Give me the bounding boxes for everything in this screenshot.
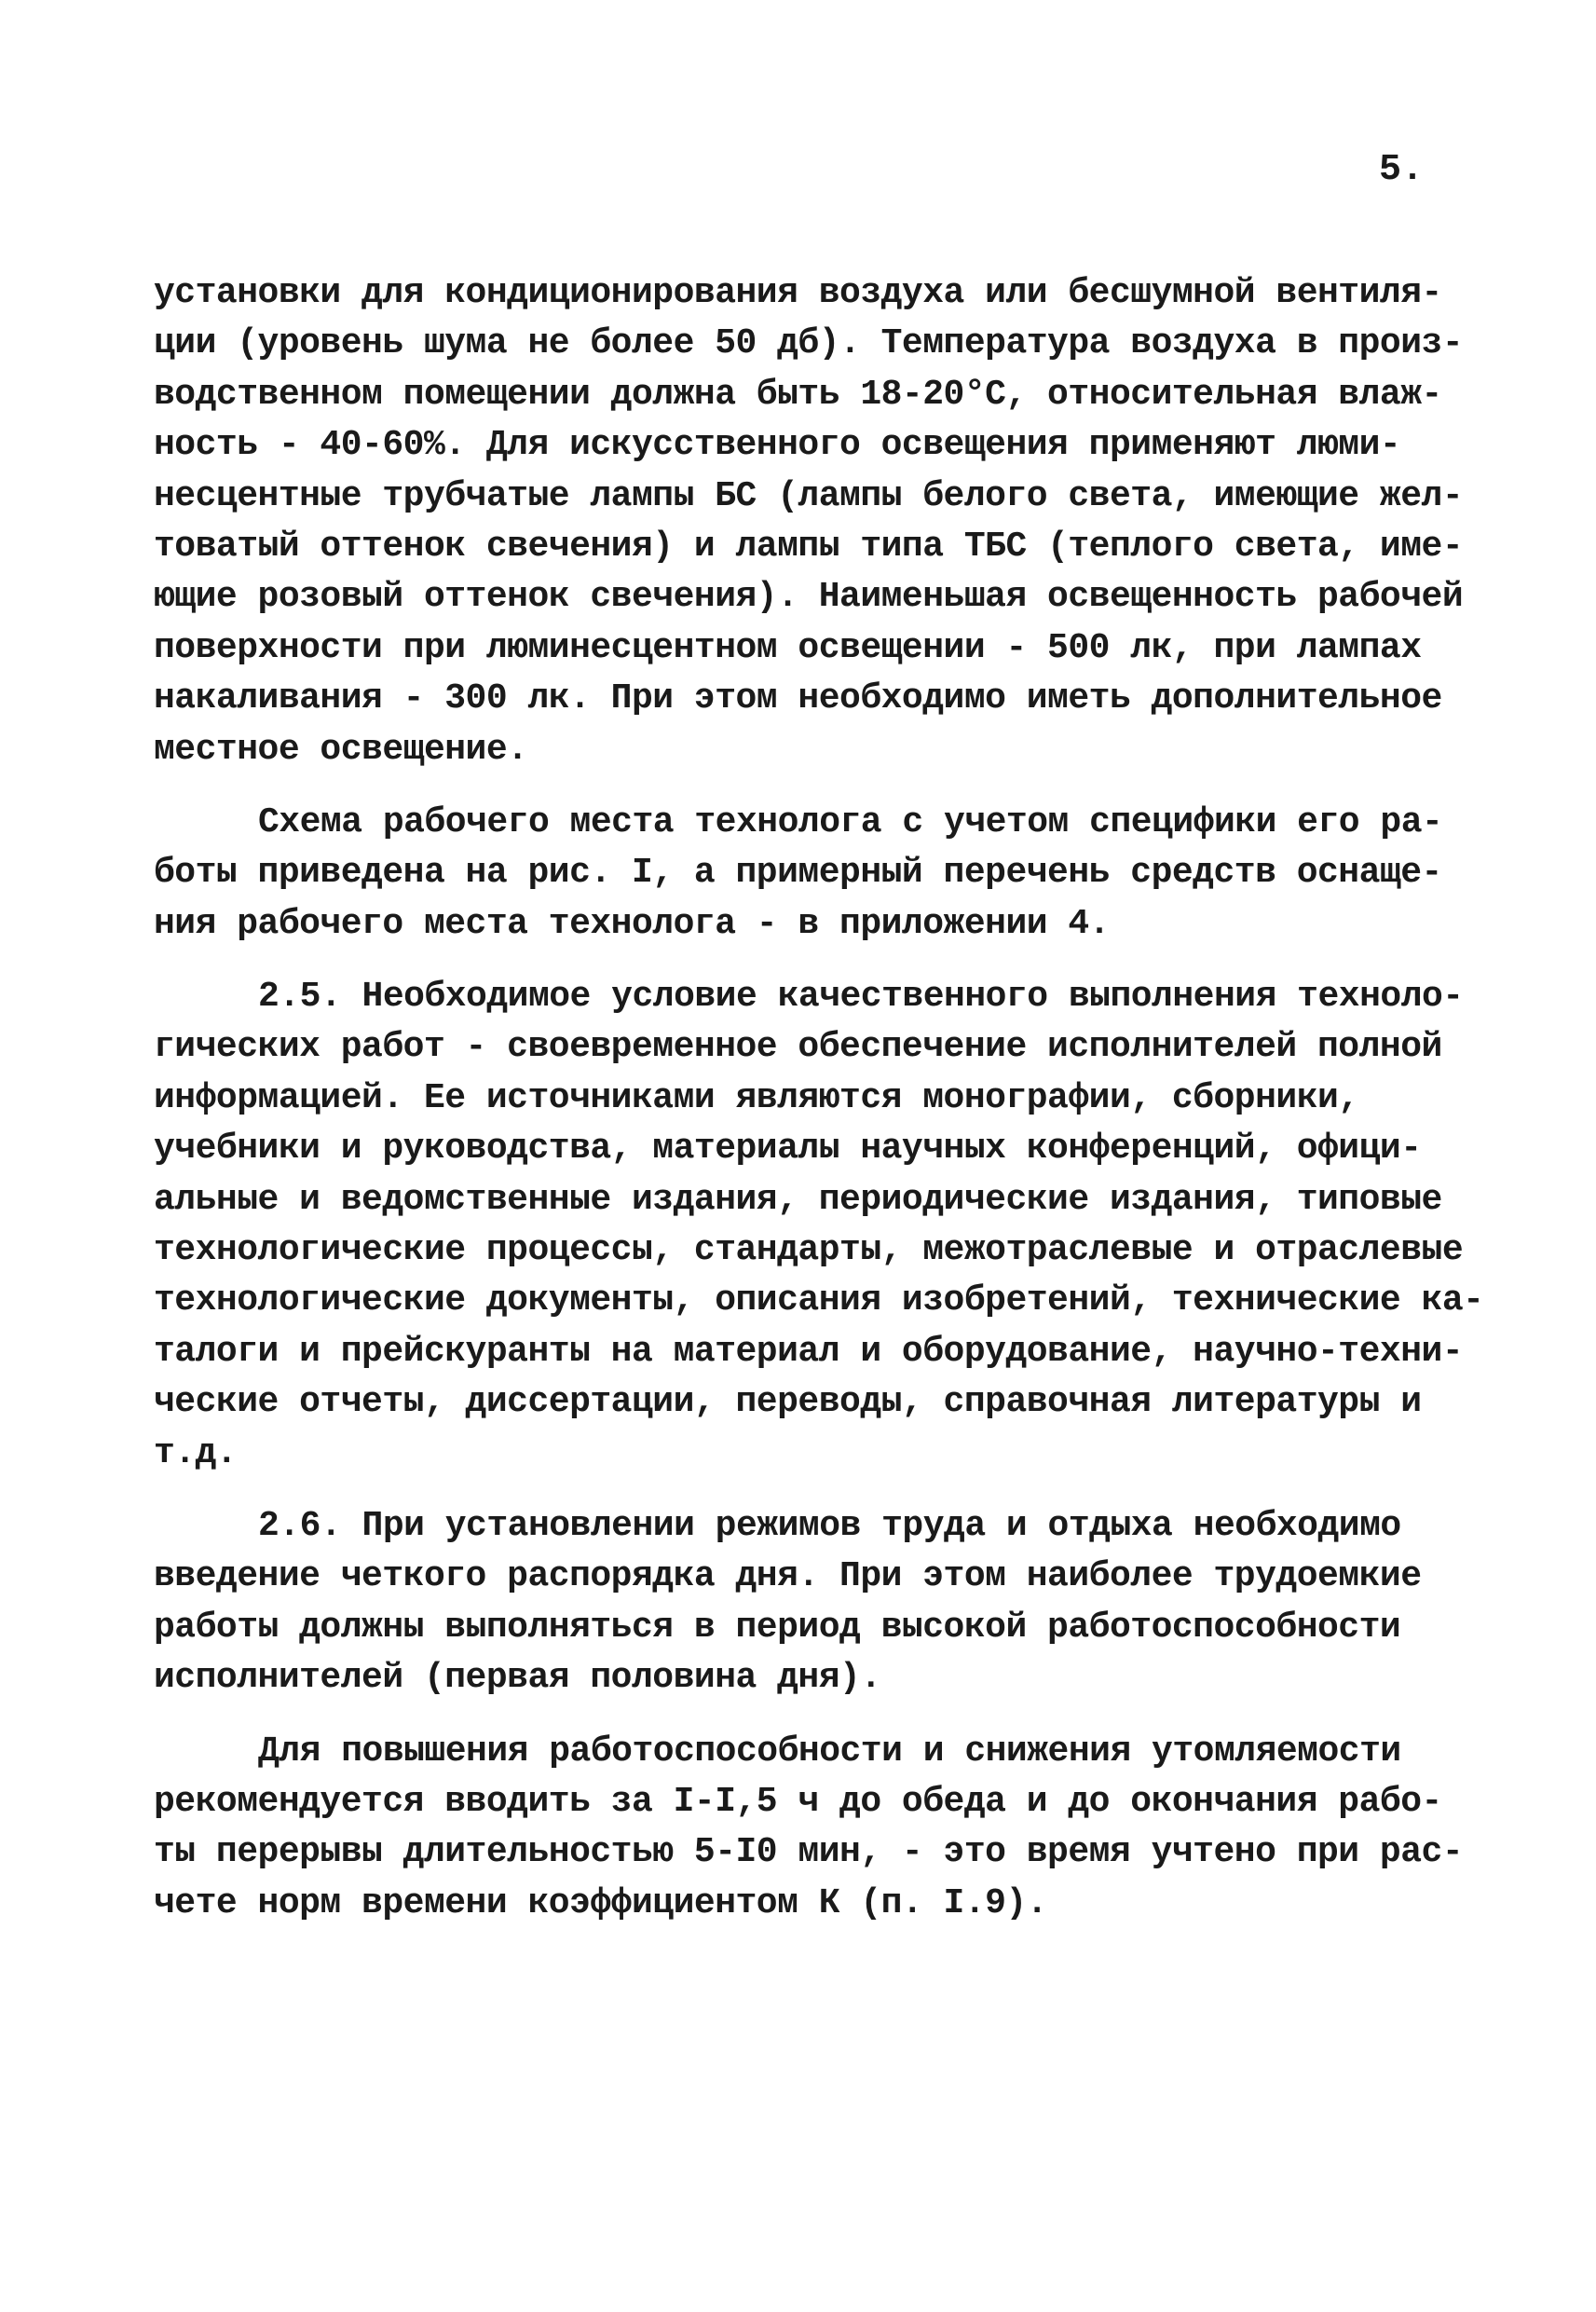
text-line: талоги и прейскуранты на материал и оборудование, научно-техни-	[154, 1331, 1464, 1372]
text-line: товатый оттенок свечения) и лампы типа ТБС (теплого света, име-	[154, 526, 1464, 567]
page-number: 5.	[1379, 149, 1425, 191]
text-line: ческие отчеты, диссертации, переводы, справочная литературы и	[154, 1382, 1422, 1423]
text-line: ния рабочего места технолога - в приложении 4.	[154, 903, 1110, 944]
text-line: введение четкого распорядка дня. При этом наиболее трудоемкие	[154, 1556, 1422, 1597]
text-line: т.д.	[154, 1432, 238, 1473]
text-line: технологические процессы, стандарты, межотраслевые и отраслевые	[154, 1230, 1464, 1271]
text-line: водственном помещении должна быть 18-20°С, относительная влаж-	[154, 374, 1442, 415]
text-line: работы должны выполняться в период высокой работоспособности	[154, 1607, 1401, 1648]
text-line: несцентные трубчатые лампы БС (лампы белого света, имеющие жел-	[154, 475, 1464, 516]
paragraph	[154, 1727, 1486, 1930]
text-line: установки для кондиционирования воздуха или бесшумной вентиля-	[154, 273, 1442, 313]
text-line: Схема рабочего места технолога с учетом специфики его ра-	[258, 801, 1443, 842]
text-line: технологические документы, описания изобретений, технические ка-	[154, 1280, 1484, 1321]
paragraph	[154, 268, 1486, 775]
paragraph	[154, 1501, 1486, 1704]
text-line: 2.6. При установлении режимов труда и отдыха необходимо	[258, 1505, 1401, 1546]
text-line: альные и ведомственные издания, периодические издания, типовые	[154, 1179, 1442, 1220]
text-line: рекомендуется вводить за I-I,5 ч до обеда и до окончания рабо-	[154, 1781, 1442, 1822]
text-line: накаливания - 300 лк. При этом необходимо иметь дополнительное	[154, 678, 1442, 719]
text-line: исполнителей (первая половина дня).	[154, 1658, 881, 1699]
text-line: ность - 40-60%. Для искусственного освещения применяют люми-	[154, 425, 1401, 466]
text-line: ющие розовый оттенок свечения). Наименьшая освещенность рабочей	[154, 577, 1464, 618]
paragraph-gap	[154, 1704, 1486, 1727]
paragraph	[154, 972, 1486, 1479]
document-body	[154, 268, 1486, 1929]
paragraph	[154, 798, 1486, 950]
text-line: ты перерывы длительностью 5-I0 мин, - это время учтено при рас-	[154, 1832, 1464, 1873]
text-line: учебники и руководства, материалы научных конференций, офици-	[154, 1129, 1422, 1170]
paragraph-gap	[154, 950, 1486, 972]
paragraph-gap	[154, 1479, 1486, 1501]
text-line: местное освещение.	[154, 729, 528, 770]
paragraph-gap	[154, 775, 1486, 798]
text-line: боты приведена на рис. I, а примерный перечень средств оснаще-	[154, 853, 1442, 894]
text-line: гических работ - своевременное обеспечение исполнителей полной	[154, 1027, 1442, 1068]
text-line: 2.5. Необходимое условие качественного выполнения техноло-	[258, 977, 1464, 1018]
text-line: чете норм времени коэффициентом К (п. I.9).	[154, 1882, 1048, 1923]
text-line: информацией. Ее источниками являются монографии, сборники,	[154, 1077, 1359, 1118]
text-line: Для повышения работоспособности и снижения утомляемости	[258, 1731, 1401, 1772]
text-line: ции (уровень шума не более 50 дб). Температура воздуха в произ-	[154, 323, 1464, 364]
text-line: поверхности при люминесцентном освещении - 500 лк, при лампах	[154, 627, 1422, 668]
